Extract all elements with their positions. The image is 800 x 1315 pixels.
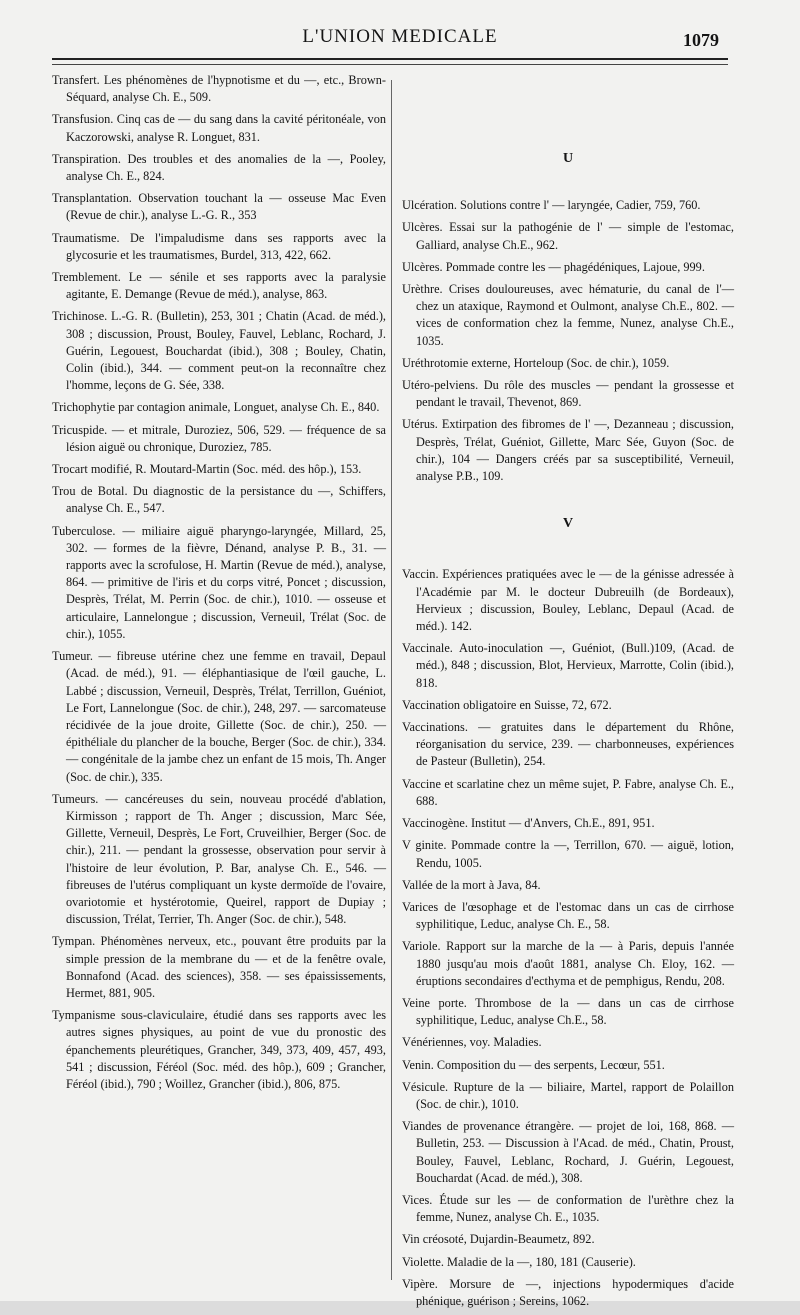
index-entry: Uréthrotomie externe, Horteloup (Soc. de chir.), 1059. [402,355,670,370]
index-entry: Ulcères. Essai sur la pathogénie de l' — simple de l'estomac, Galliard, analyse Ch.E., 962. [402,220,734,252]
index-entry: Tympanisme sous-claviculaire, étudié dans ses rapports avec les autres signes physiques, au point de vue du pronostic des épanchements pleurétiques, Grancher, 349, 373, 409, 457, 493, 541 ; discussion, Féréol (Soc. méd. des hôp.), 609 ; Grancher, Féréol (ibid.), 790 ; Woillez, Grancher (ibid.), 806, 875. [52,1008,386,1091]
section-letter-u: U [562,151,574,166]
column-divider [391,80,392,1280]
index-entry: Utérus. Extirpation des fibromes de l' —, Dezanneau ; discussion, Desprès, Trélat, Guéniot, Gillette, Marc Sée, Guyon (Soc. de chir.), 104 — Dangers créés par sa susceptibilité, Verneuil, analyse P.B., 109. [402,417,734,484]
running-title: L'UNION MEDICALE [302,26,498,47]
index-entry: Vaccinogène. Institut — d'Anvers, Ch.E., 891, 951. [402,816,655,831]
index-entry: Transpiration. Des troubles et des anomalies de la —, Pooley, analyse Ch. E., 824. [52,151,386,184]
index-entry: Varices de l'œsophage et de l'estomac dans un cas de cirrhose syphilitique, Leduc, analyse Ch. E., 58. [402,899,734,932]
right-column [402,150,734,1315]
index-entry: Vipère. Morsure de —, injections hypodermiques d'acide phénique, guérison ; Sereins, 1062. [402,1276,734,1308]
index-entry: Transfert. Les phénomènes de l'hypnotisme et du —, etc., Brown-Séquard, analyse Ch. E., 509. [52,73,386,105]
index-entry: Traumatisme. De l'impaludisme dans ses rapports avec la glycosurie et les traumatismes, Burdel, 313, 422, 662. [52,230,386,262]
index-entry: Tricuspide. — et mitrale, Duroziez, 506, 529. — fréquence de sa lésion aiguë ou chronique, Duroziez, 785. [52,422,386,454]
index-entry: Vénériennes, voy. Maladies. [402,1035,542,1050]
index-entry: Ulcération. Solutions contre l' — laryngée, Cadier, 759, 760. [402,198,701,213]
index-entry: Vaccinale. Auto-inoculation —, Guéniot, (Bull.)109, (Acad. de méd.), 848 ; discussion, Blot, Hervieux, Marrotte, Colin (ibid.), 818. [402,641,734,690]
index-entry: Vaccination obligatoire en Suisse, 72, 672. [402,697,612,712]
index-entry: Vaccine et scarlatine chez un même sujet, P. Fabre, analyse Ch. E., 688. [402,776,734,808]
section-v-entries [402,566,734,1310]
header-rule-thin [52,64,728,65]
index-entry: Trou de Botal. Du diagnostic de la persistance du —, Schiffers, analyse Ch. E., 547. [52,484,386,516]
left-column [52,72,386,1098]
header-rule [52,58,728,60]
index-entry: Veine porte. Thrombose de la — dans un cas de cirrhose syphilitique, Leduc, analyse Ch.E., 58. [402,995,734,1028]
index-entry: Vallée de la mort à Java, 84. [402,877,541,892]
index-entry: Vésicule. Rupture de la — biliaire, Martel, rapport de Polaillon (Soc. de chir.), 1010. [402,1079,734,1111]
index-entry: Vaccinations. — gratuites dans le département du Rhône, réorganisation du service, 239. — charbonneuses, expériences de Pasteur (Bulletin), 254. [402,720,734,769]
section-u-entries [402,197,734,485]
section-letter-v: V [562,516,574,532]
index-entry: Urèthre. Crises douloureuses, avec hématurie, du canal de l'— chez un ataxique, Raymond et Oulmont, analyse Ch.E., 802. — vices de conformation chez la femme, Nunez, analyse Ch.E., 1035. [402,282,734,348]
index-entry: Tuberculose. — miliaire aiguë pharyngo-laryngée, Millard, 25, 302. — formes de la fièvre, Dénand, analyse P. B., 31. — rapports avec la scrofulose, H. Martin (Revue de méd.), analyse, 864. — primitive de l'iris et du corps vitré, Poncet ; discussion, Desprès, Trélat, M. Perrin (Soc. de chir.), 1010. — osseuse et articulaire, Lannelongue ; discussion, Verneuil, Trélat (Soc. de chir.), 1055. [52,523,386,641]
page-number: 1079 [683,30,719,50]
index-entry: Tremblement. Le — sénile et ses rapports avec la paralysie agitante, E. Demange (Revue de méd.), analyse, 863. [52,270,386,302]
index-entry: Vices. Étude sur les — de conformation de l'urèthre chez la femme, Nunez, analyse Ch. E., 1035. [402,1192,734,1225]
index-entry: Utéro-pelviens. Du rôle des muscles — pendant la grossesse et pendant le travail, Thevenot, 869. [402,378,734,410]
index-entry: Variole. Rapport sur la marche de la — à Paris, depuis l'année 1880 jusqu'au mois d'août 1881, analyse Ch. Eloy, 162. — éruptions secondaires d'ecthyma et de pemphigus, Rendu, 208. [402,939,734,988]
index-entry: V ginite. Pommade contre la —, Terrillon, 670. — aiguë, lotion, Rendu, 1005. [402,838,734,870]
index-entry: Transplantation. Observation touchant la — osseuse Mac Even (Revue de chir.), analyse L.-G. R., 353 [52,191,386,223]
index-entry: Tympan. Phénomènes nerveux, etc., pouvant être produits par la simple pression de la membrane du — et de la fenêtre ovale, Bonnafond (Acad. des sciences), 358. — ses épaississements, Hermet, 881, 905. [52,934,386,1000]
index-entry: Trichophytie par contagion animale, Longuet, analyse Ch. E., 840. [52,400,380,415]
index-entry: Ulcères. Pommade contre les — phagédéniques, Lajoue, 999. [402,259,705,274]
index-entry: Violette. Maladie de la —, 180, 181 (Causerie). [402,1254,636,1269]
index-entry: Transfusion. Cinq cas de — du sang dans la cavité péritonéale, von Kaczorowski, analyse R. Longuet, 831. [52,112,386,144]
index-entry: Venin. Composition du — des serpents, Lecœur, 551. [402,1057,665,1072]
index-entry: Vin créosoté, Dujardin-Beaumetz, 892. [402,1232,595,1247]
index-entry: Trocart modifié, R. Moutard-Martin (Soc. méd. des hôp.), 153. [52,462,362,477]
index-entry: Tumeurs. — cancéreuses du sein, nouveau procédé d'ablation, Kirmisson ; rapport de Th. Anger ; discussion, Marc Sée, Gillette, Verneuil, Desprès, Le Fort, Cruveilhier, Berger (Soc. de chir.), 211. — pendant la grossesse, observation pour servir à l'histoire de leur évolution, P. Bar, analyse Ch. E., 546. — fibreuses de l'utérus compliquant un kyste dermoïde de l'ovaire, ovariotomie et hystérotomie, Queirel, rapport de Dupiay ; discussion, Trélat, Terrier, Th. Anger (Soc. de chir.), 548. [52,791,386,927]
index-entry: Tumeur. — fibreuse utérine chez une femme en travail, Depaul (Acad. de méd.), 91. — éléphantiasique de l'œil gauche, L. Labbé ; discussion, Verneuil, Desprès, Trélat, Terrillon, Guéniot, Le Fort, Lannelongue (Soc. de chir.), 248, 297. — sarcomateuse récidivée de la joue droite, Gillette (Soc. de chir.), 250. — épithéliale du plancher de la bouche, Berger (Soc. de chir.), 334. — congénitale de la jambe chez un enfant de 15 mois, Th. Anger (Soc. de chir.), 335. [52,649,386,784]
index-entry: Vaccin. Expériences pratiquées avec le — de la génisse adressée à l'Académie par M. le docteur Dubreuilh (de Bordeaux), Hervieux ; discussion, Bouley, Leblanc, Depaul (Acad. de méd.). 142. [402,567,734,634]
index-entry: Viandes de provenance étrangère. — projet de loi, 168, 868. — Bulletin, 253. — Discussion à l'Acad. de méd., Chatin, Proust, Bouley, Fauvel, Leblanc, Rochard, J. Guérin, Legouest, Bouchardat (Acad. de méd.), 308. [402,1119,734,1185]
index-entry: Trichinose. L.-G. R. (Bulletin), 253, 301 ; Chatin (Acad. de méd.), 308 ; discussion, Proust, Bouley, Fauvel, Leblanc, Rochard, J. Guérin, Legouest, Bouchardat (ibid.), 308 ; Bouley, Chatin, Colin (ibid.), 344. — comment peut-on la reconnaître chez l'homme, leçons de G. Sée, 338. [52,309,386,393]
